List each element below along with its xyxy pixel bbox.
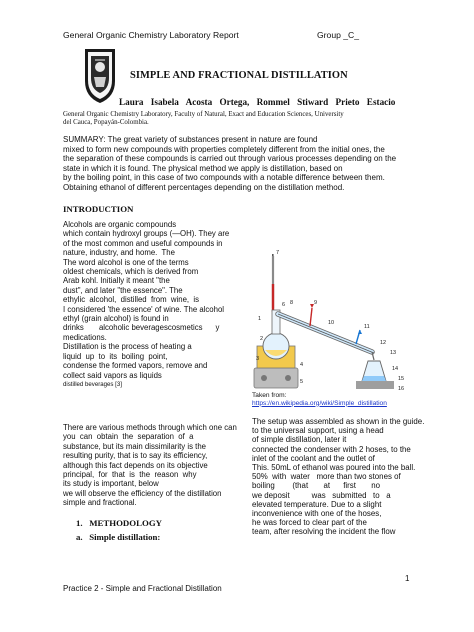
figure-label: 16 <box>398 386 405 392</box>
method-line: he was forced to clear part of the <box>252 518 367 528</box>
intro-line: nature, industry, and home. The <box>63 248 175 258</box>
method-line: inconvenience with one of the hoses, <box>252 509 382 519</box>
method-line: of simple distillation, later it <box>252 435 347 445</box>
figure-label: 14 <box>392 366 399 372</box>
figure-source-link[interactable]: https://en.wikipedia.org/wiki/Simple_distillation <box>252 399 387 407</box>
simple-distillation-heading: a. Simple distillation: <box>76 532 161 542</box>
summary-line: by the boiling point, in this case of two compounds with a notable difference between them. <box>63 173 385 182</box>
report-header-title: General Organic Chemistry Laboratory Report <box>63 30 239 40</box>
hot-plate-knob-icon <box>285 375 291 381</box>
arrow-down-icon <box>358 330 362 334</box>
intro-line: Alcohols are organic compounds <box>63 220 177 229</box>
method-line: 50% with water more than two stones of <box>252 472 401 482</box>
figure-label: 2 <box>260 336 264 342</box>
figure-caption-prefix: Taken from: <box>252 392 287 399</box>
page-number: 1 <box>405 574 410 583</box>
figure-caption <box>252 392 387 407</box>
document-title: SIMPLE AND FRACTIONAL DISTILLATION <box>130 70 348 81</box>
figure-label: 3 <box>256 356 260 362</box>
method-line: team, after resolving the incident the flow <box>252 527 396 537</box>
method-line: we deposit was submitted to a <box>252 490 391 500</box>
method-line: boiling (that at first no <box>252 481 381 491</box>
figure-label: 6 <box>282 302 286 308</box>
affiliation-line: General Organic Chemistry Laboratory, Faculty of Natural, Exact and Education Sciences, University <box>63 111 344 118</box>
summary-line: mixed to form new compounds with properties completely different from the initial ones, the <box>63 144 385 154</box>
intro-line: collect said vapors as liquids <box>63 370 162 380</box>
summary-paragraph <box>63 135 396 192</box>
intro-line: dust", and later "the essence". The <box>63 285 183 295</box>
intro-line: although this fact depends on its objective <box>63 460 208 470</box>
intro-line: ethyl (grain alcohol) is found in <box>63 314 169 324</box>
method-line: The setup was assembled as shown in the guide. <box>252 417 425 426</box>
hot-plate-knob-icon <box>261 375 267 381</box>
figure-label: 15 <box>398 376 405 382</box>
figure-label: 5 <box>300 379 304 385</box>
methodology-heading: 1. METHODOLOGY <box>76 518 163 528</box>
introduction-column <box>63 220 229 389</box>
distillation-apparatus-figure <box>252 248 418 394</box>
thermometer-mercury <box>272 284 274 312</box>
intro-line: we will observe the efficiency of the distillation <box>63 488 222 498</box>
intro-line: The word alcohol is one of the terms <box>63 257 189 267</box>
intro-line: principal, for that is the reason why <box>63 470 197 480</box>
summary-line: the separation of these compounds is carried out through various processes depending on the <box>63 154 397 163</box>
intro-line: Distillation is the process of heating a <box>63 342 192 352</box>
figure-label: 8 <box>290 300 294 306</box>
summary-line: Obtaining ethanol of different percentages depending on the distillation method. <box>63 182 345 192</box>
intro-line: drinks alcoholic beveragescosmetics y <box>63 323 220 333</box>
method-line: elevated temperature. Due to a slight <box>252 499 382 509</box>
intro-line: substance, but its main dissimilarity is the <box>63 441 206 451</box>
group-label: Group _C_ <box>317 30 360 40</box>
introduction-heading: INTRODUCTION <box>63 204 134 214</box>
figure-label: 1 <box>258 316 262 322</box>
intro-line: oldest chemicals, which is derived from <box>63 267 199 277</box>
authors-line: Laura Isabela Acosta Ortega, Rommel Stiward Prieto Estacio <box>119 97 396 107</box>
intro-line: ethylic alcohol, distilled from wine, is <box>63 295 200 305</box>
method-line: This. 50mL of ethanol was poured into the ball. <box>252 463 416 473</box>
intro-line: its study is important, below <box>63 479 159 489</box>
intro-line: which contain hydroxyl groups (—OH). They are <box>63 229 230 239</box>
intro-line: Arab kohl. Initially it meant "the <box>63 276 170 286</box>
introduction-column-continued <box>63 423 237 508</box>
intro-line: simple and fractional. <box>63 498 137 508</box>
affiliation <box>63 111 344 127</box>
figure-label: 9 <box>314 300 318 306</box>
receiver-base <box>356 381 394 389</box>
intro-reference: distilled beverages [3] <box>63 380 122 388</box>
intro-line: resulting purity, that is to say its efficiency, <box>63 451 208 461</box>
hot-plate <box>254 368 298 388</box>
page-footer: Practice 2 - Simple and Fractional Distillation <box>63 584 222 593</box>
affiliation-line: del Cauca, Popayán-Colombia. <box>63 119 149 127</box>
figure-label: 13 <box>390 350 397 356</box>
intro-line: There are various methods through which one can <box>63 423 237 432</box>
method-line: connected the condenser with 2 hoses, to the <box>252 444 411 454</box>
coolant-outlet-hose <box>310 308 312 326</box>
figure-label: 4 <box>300 362 304 368</box>
intro-line: condense the formed vapors, remove and <box>63 361 208 371</box>
figure-label: 11 <box>364 324 370 330</box>
university-seal-icon <box>82 47 118 105</box>
figure-label: 10 <box>328 320 335 326</box>
summary-line: state in which it is found. The physical method we apply is distillation, based on <box>63 163 343 173</box>
summary-line: SUMMARY: The great variety of substances present in nature are found <box>63 135 318 144</box>
distillate-liquid <box>362 376 386 381</box>
figure-label: 12 <box>380 340 387 346</box>
intro-line: of the most common and useful compounds in <box>63 238 223 248</box>
intro-line: you can obtain the separation of a <box>63 432 194 442</box>
method-line: inlet of the coolant and the outlet of <box>252 453 375 463</box>
intro-line: medications. <box>63 332 107 342</box>
method-line: to the universal support, using a head <box>252 426 384 436</box>
methodology-column <box>252 417 424 537</box>
intro-line: liquid up to its boiling point, <box>63 351 168 361</box>
figure-label: 7 <box>276 250 280 256</box>
intro-line: I considered 'the essence' of wine. The alcohol <box>63 304 225 314</box>
